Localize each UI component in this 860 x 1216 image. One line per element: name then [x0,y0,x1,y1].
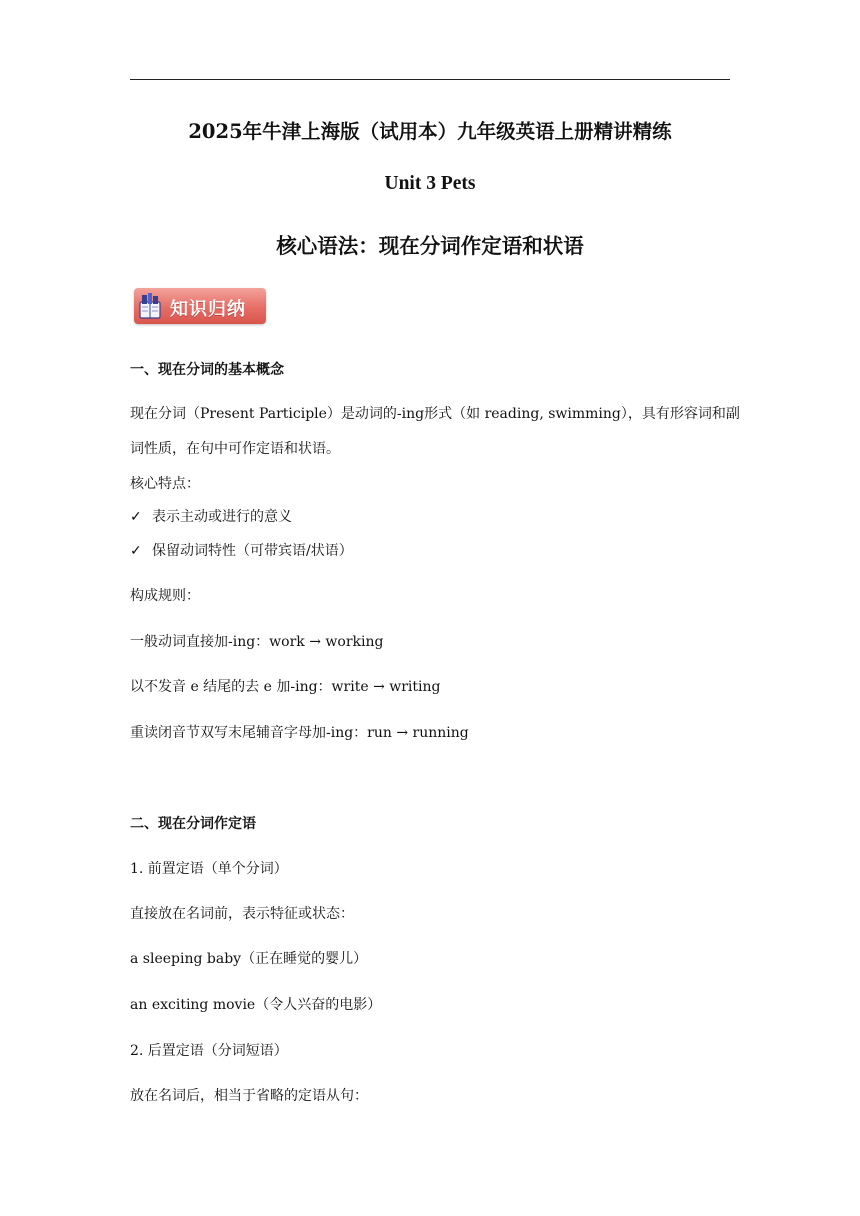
section2-heading: 二、现在分词作定语 [130,816,256,832]
unit-title: Unit 3 Pets [384,173,476,194]
features-label: 核心特点： [130,476,200,492]
feature-item [130,508,292,526]
rule-item: 以不发音 e 结尾的去 e 加-ing：write → writing [130,679,441,695]
section1-intro-line1: 现在分词（Present Participle）是动词的-ing形式（如 reading, swimming），具有形容词和副 [130,406,740,422]
example-item: a sleeping baby（正在睡觉的婴儿） [130,951,368,967]
checkmark-icon: ✓ [130,543,142,559]
feature-item [130,542,353,560]
badge-label: 知识归纳 [170,299,246,320]
feature-text: 保留动词特性（可带宾语/状语） [152,543,353,559]
rule-item: 一般动词直接加-ing：work → working [130,634,384,650]
book-icon [139,292,161,320]
section1-intro-line2: 词性质，在句中可作定语和状语。 [130,441,340,457]
section1-heading: 一、现在分词的基本概念 [130,362,284,378]
subsection2-desc: 放在名词后，相当于省略的定语从句： [130,1088,368,1104]
feature-text: 表示主动或进行的意义 [152,509,292,525]
header-rule [130,79,730,80]
document-title: 2025年牛津上海版（试用本）九年级英语上册精讲精练 [188,120,672,143]
subsection2-title: 2. 后置定语（分词短语） [130,1043,288,1059]
subsection1-title: 1. 前置定语（单个分词） [130,861,288,877]
topic-title: 核心语法：现在分词作定语和状语 [276,234,584,258]
example-item: an exciting movie（令人兴奋的电影） [130,997,382,1013]
checkmark-icon: ✓ [130,509,142,525]
subsection1-desc: 直接放在名词前，表示特征或状态： [130,906,354,922]
rules-label: 构成规则： [130,588,200,604]
knowledge-summary-badge [134,288,266,324]
rule-item: 重读闭音节双写末尾辅音字母加-ing：run → running [130,725,469,741]
